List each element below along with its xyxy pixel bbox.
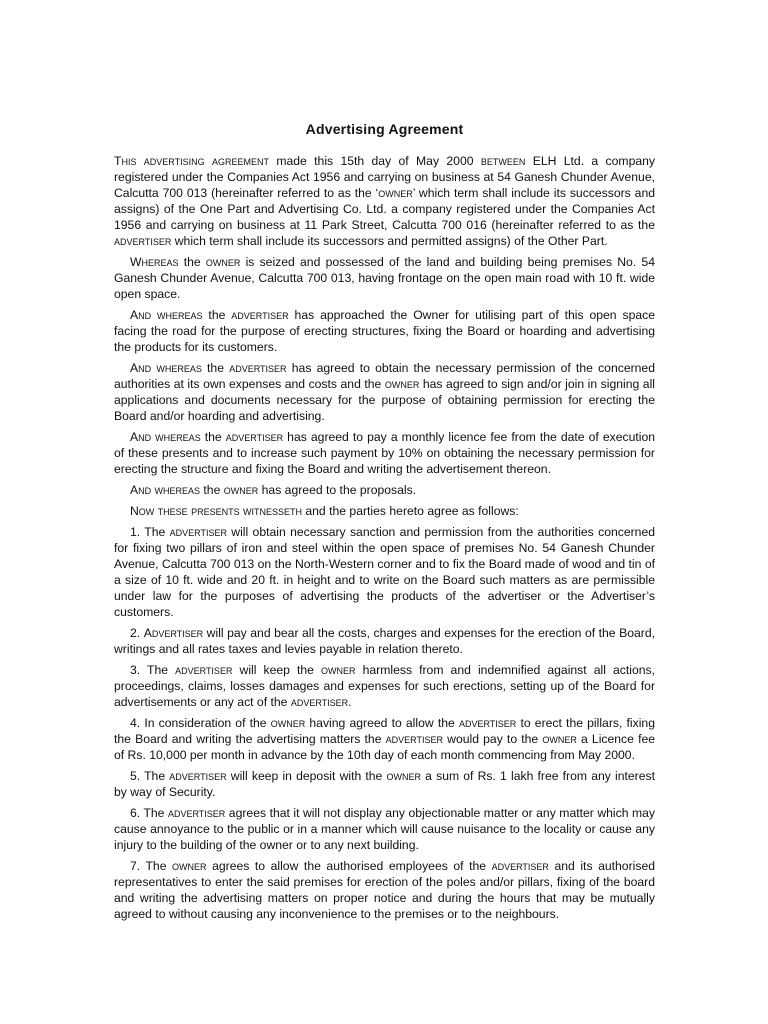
agreement-paragraph [114,715,655,763]
paragraph-text: the [200,483,224,497]
agreement-paragraphs [114,153,655,922]
agreement-paragraph [114,482,655,498]
paragraph-text: the [202,308,232,322]
defined-term: advertiser [169,525,227,539]
paragraph-text: made this 15th day of May 2000 [268,154,481,168]
paragraph-text: has agreed to the proposals. [258,483,417,497]
defined-term: owner [270,716,306,730]
agreement-paragraph [114,858,655,922]
paragraph-text: 5. The [130,769,170,783]
paragraph-text: to erect the pillars, fixing the Board and writing the advertising matters the [114,716,655,746]
paragraph-text: 3. The [130,663,176,677]
defined-term: owner [384,377,420,391]
paragraph-text: will keep in deposit with the [226,769,387,783]
defined-term: advertiser [458,716,517,730]
defined-term: owner [205,255,241,269]
defined-term: And whereas [130,308,203,322]
defined-term: advertiser [231,308,289,322]
defined-term: Whereas [130,255,179,269]
paragraph-text: has agreed to obtain the necessary permission of the concerned authorities at its own expenses and costs and the [114,361,655,391]
defined-term: And whereas [130,361,202,375]
defined-term: advertiser [169,769,227,783]
agreement-paragraph [114,153,655,249]
paragraph-text: the [201,361,230,375]
paragraph-text: will pay and bear all the costs, charges and expenses for the erection of the Board, writings and all rates taxes and levies payable in relation thereto. [114,626,655,656]
paragraph-text: harmless from and indemnified against all actions, proceedings, claims, losses damages and expenses for such erections, setting up of the Board for advertisements or any act of the [114,663,655,709]
paragraph-text: has agreed to sign and/or join in signing all applications and documents necessary for the purpose of obtaining permission for erecting the Board and/or hoarding and advertising. [114,377,655,423]
agreement-paragraph [114,307,655,355]
paragraph-text: having agreed to allow the [305,716,459,730]
defined-term: advertiser [229,361,287,375]
defined-term: Now these presents witnesseth [130,504,302,518]
paragraph-text: 7. The [130,859,173,873]
paragraph-text: has approached the Owner for utilising part of this open space facing the road for the purpose of erecting structures, fixing the Board or hoarding and advertising the products for its customers. [114,308,655,354]
defined-term: owner [542,732,577,746]
defined-term: between [480,154,526,168]
document-body [114,121,655,927]
defined-term: advertiser [290,695,349,709]
defined-term: owner [172,859,207,873]
agreement-paragraph [114,429,655,477]
paragraph-text: the [200,430,226,444]
paragraph-text: . [348,695,352,709]
defined-term: owner [386,769,421,783]
defined-term: owner [378,186,413,200]
defined-term: owner [223,483,259,497]
agreement-paragraph [114,503,655,519]
paragraph-text: a sum of Rs. 1 lakh free from any interest by way of Security. [114,769,655,799]
defined-term: advertiser [114,234,172,248]
defined-term: advertiser [225,430,284,444]
paragraph-text: would pay to the [443,732,543,746]
paragraph-text: agrees to allow the authorised employees of the [206,859,492,873]
defined-term: advertiser [491,859,549,873]
agreement-paragraph [114,625,655,657]
agreement-paragraph [114,662,655,710]
paragraph-text: will keep the [232,663,322,677]
agreement-paragraph [114,360,655,424]
paragraph-text: 1. The [130,525,170,539]
defined-term: And whereas [130,483,201,497]
paragraph-text: which term shall include its successors and permitted assigns) of the Other Part. [171,234,608,248]
defined-term: advertiser [385,732,443,746]
defined-term: advertiser [167,806,226,820]
paragraph-text: will obtain necessary sanction and permission from the authorities concerned for fixing two pillars of iron and steel within the open space of premises No. 54 Ganesh Chunder Avenue, Calcutta 700 013 on the North-Western corner and to fix the Board made of wood and tin of a size of 10 ft. wide and 20 ft. in height and to write on the Board such matters as are permissible under law for the purposes of advertising the products of the advertiser or the Advertiser’s customers. [114,525,656,619]
document-title: Advertising Agreement [305,121,464,137]
defined-term: This advertising agreement [114,154,269,168]
agreement-paragraph [114,768,655,800]
defined-term: advertiser [175,663,233,677]
defined-term: Advertiser [143,626,204,640]
agreement-paragraph [114,805,655,853]
agreement-paragraph [114,254,655,302]
paragraph-text: agrees that it will not display any objectionable matter or any matter which may cause annoyance to the public or in a manner which will cause nuisance to the locality or cause any injury to the building of the owner or to any next building. [114,806,656,852]
paragraph-text: 6. The [130,806,168,820]
paragraph-text: 2. [130,626,144,640]
paragraph-text: ELH Ltd. a company registered under the Companies Act 1956 and carrying on business at 54 Ganesh Chunder Avenue, Calcutta 700 013 (hereinafter referred to as the ‘ [114,154,655,200]
agreement-paragraph [114,524,655,620]
paragraph-text: and its authorised representatives to enter the said premises for erection of the poles and/or pillars, fixing of the board and writing the advertising matters on proper notice and during the hours that may be mutually agreed to without causing any inconvenience to the premises or to the neighbours. [114,859,655,921]
paragraph-text: has agreed to pay a monthly licence fee from the date of execution of these presents and to increase such payment by 10% on obtaining the necessary permission for erecting the structure and fixing the Board and writing the advertisement thereon. [114,430,655,476]
paragraph-text: is seized and possessed of the land and building being premises No. 54 Ganesh Chunder Avenue, Calcutta 700 013, having frontage on the open main road with 10 ft. wide open space. [114,255,655,301]
paragraph-text: a Licence fee of Rs. 10,000 per month in advance by the 10th day of each month commencing from May 2000. [114,732,656,762]
paragraph-text: the [178,255,206,269]
paragraph-text: ’ which term shall include its successors and assigns) of the One Part and Advertising Co. Ltd. a company registered under the Companies Act 1956 and carrying on business at 11 Park Street, Calcutta 700 016 (hereinafter referred to as the [114,186,656,232]
defined-term: owner [321,663,356,677]
defined-term: And whereas [130,430,201,444]
paragraph-text: and the parties hereto agree as follows: [301,504,519,518]
paragraph-text: 4. In consideration of the [130,716,271,730]
